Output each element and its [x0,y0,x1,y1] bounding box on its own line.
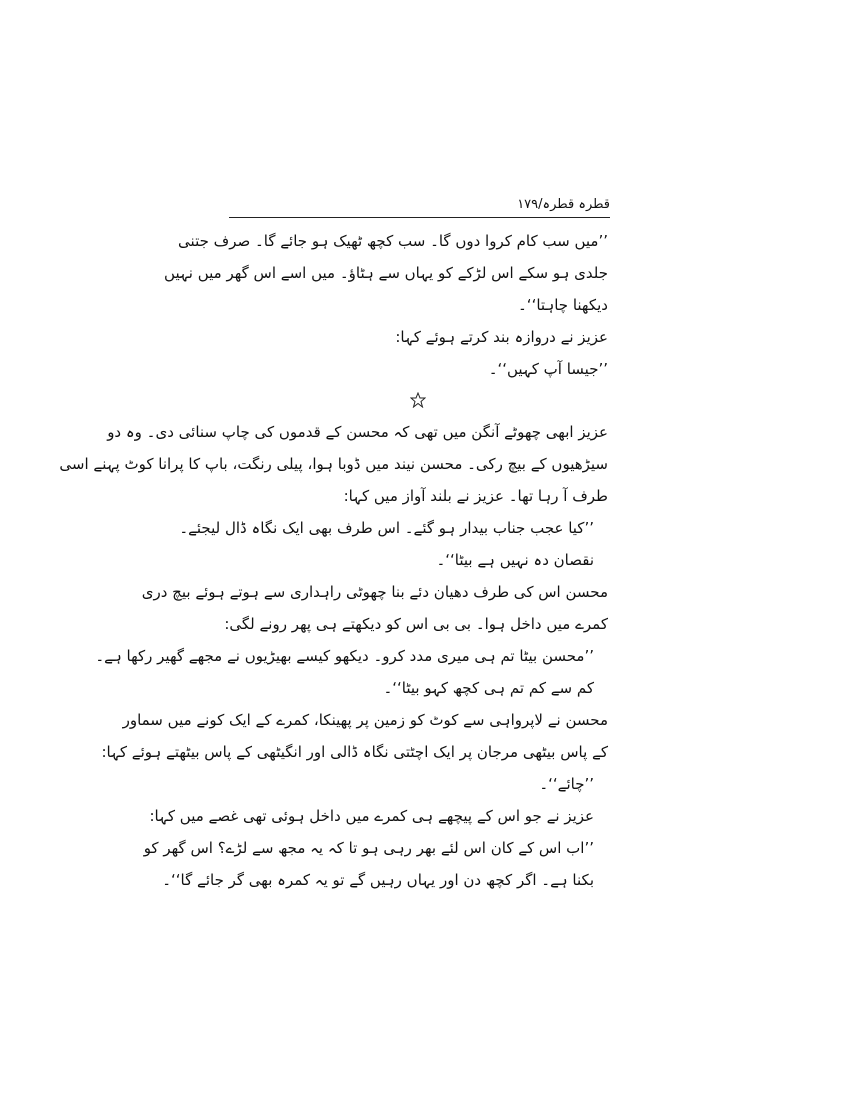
header-rule [229,217,610,218]
text-line: سیڑھیوں کے بیچ رکی۔ محسن نیند میں ڈوبا ہوا، پیلی رنگت، باپ کا پرانا کوٹ پہنے اسی [59,455,608,473]
text-line: جلدی ہو سکے اس لڑکے کو یہاں سے ہٹاؤ۔ میں اسے اس گھر میں نہیں [164,264,608,282]
text-line: ’’محسن بیٹا تم ہی میری مدد کرو۔ دیکھو کیسے بھیڑیوں نے مجھے گھیر رکھا ہے۔ [95,647,594,665]
text-line: ’’چائے‘‘۔ [539,775,594,793]
text-line: دیکھنا چاہتا‘‘۔ [518,296,608,314]
text-line: محسن نے لاپرواہی سے کوٹ کو زمین پر پھینکا، کمرے کے ایک کونے میں سماور [122,711,608,729]
text-line: طرف آ رہا تھا۔ عزیز نے بلند آواز میں کہا: [343,487,608,505]
text-line: محسن اس کی طرف دھیان دئے بنا چھوٹی راہداری سے ہوتے ہوئے بیچ دری [141,583,608,601]
text-line: کم سے کم تم ہی کچھ کہو بیٹا‘‘۔ [383,679,594,697]
text-line: بکنا ہے۔ اگر کچھ دن اور یہاں رہیں گے تو یہ کمرہ بھی گر جائے گا‘‘۔ [162,871,594,889]
text-line: ’’میں سب کام کروا دوں گا۔ سب کچھ ٹھیک ہو جائے گا۔ صرف جتنی [178,232,608,250]
text-line: نقصان دہ نہیں ہے بیٹا‘‘۔ [436,551,594,569]
page-number: قطرہ قطرہ/۱۷۹ [517,197,610,212]
page-header [229,196,610,216]
text-line: کے پاس بیٹھی مرجان پر ایک اچٹتی نگاہ ڈالی اور انگیٹھی کے پاس بیٹھتے ہوئے کہا: [101,743,608,761]
text-line: ’’جیسا آپ کہیں‘‘۔ [488,360,608,378]
text-line: ’’کیا عجب جناب بیدار ہو گئے۔ اس طرف بھی ایک نگاہ ڈال لیجئے۔ [179,519,594,537]
star-icon [410,392,426,408]
text-line: عزیز نے جو اس کے پیچھے ہی کمرے میں داخل ہوئی تھی غصے میں کہا: [149,807,594,825]
text-line: عزیز نے دروازہ بند کرتے ہوئے کہا: [395,328,608,346]
text-line: کمرے میں داخل ہوا۔ بی بی اس کو دیکھتے ہی پھر رونے لگی: [224,615,608,633]
text-line: ’’اب اس کے کان اس لئے بھر رہی ہو تا کہ یہ مجھ سے لڑے؟ اس گھر کو [143,839,594,857]
text-line: عزیز ابھی چھوٹے آنگن میں تھی کہ محسن کے قدموں کی چاپ سنائی دی۔ وہ دو [107,423,608,441]
